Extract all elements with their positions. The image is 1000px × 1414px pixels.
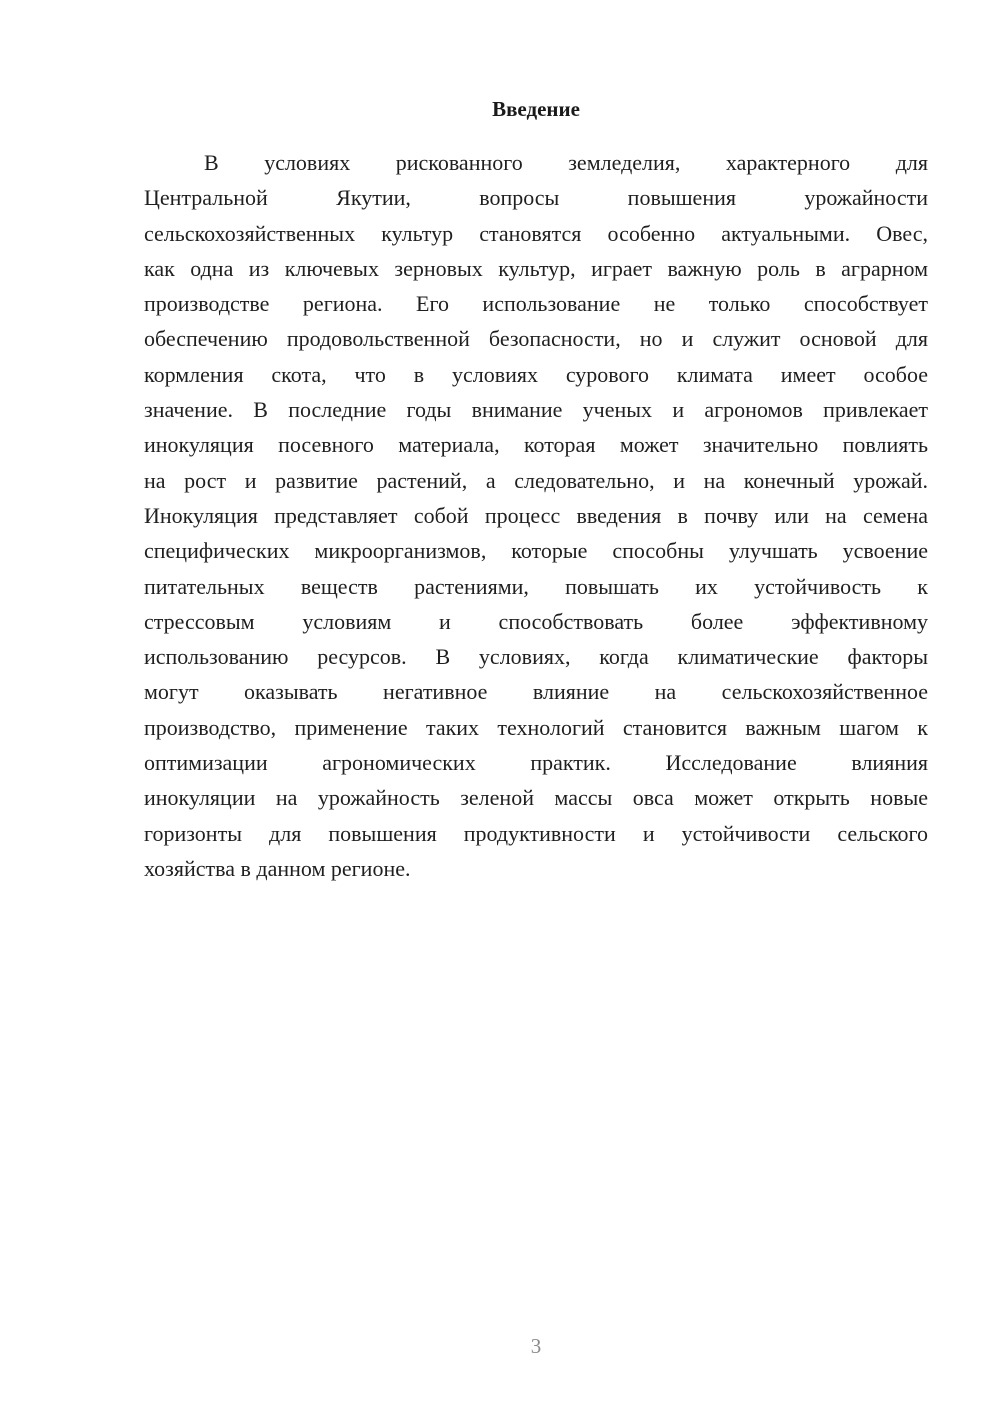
text-line: обеспечению продовольственной безопасности, но и служит основой для bbox=[144, 326, 928, 352]
text-line: питательных веществ растениями, повышать их устойчивость к bbox=[144, 573, 928, 599]
page-number: 3 bbox=[530, 1334, 542, 1358]
body-paragraph bbox=[144, 145, 928, 886]
text-line: значение. В последние годы внимание ученых и агрономов привлекает bbox=[144, 397, 928, 423]
text-line: инокуляции на урожайность зеленой массы овса может открыть новые bbox=[144, 785, 928, 811]
section-heading: Введение bbox=[492, 97, 580, 121]
text-line: производстве региона. Его использование не только способствует bbox=[144, 291, 928, 317]
text-line: Инокуляция представляет собой процесс введения в почву или на семена bbox=[144, 502, 928, 528]
text-line: могут оказывать негативное влияние на сельскохозяйственное bbox=[144, 679, 928, 705]
text-line: стрессовым условиям и способствовать более эффективному bbox=[144, 608, 928, 634]
text-line: Центральной Якутии, вопросы повышения урожайности bbox=[144, 185, 928, 211]
text-line: оптимизации агрономических практик. Исследование влияния bbox=[144, 750, 928, 776]
text-line: производство, применение таких технологий становится важным шагом к bbox=[144, 714, 928, 740]
text-line: кормления скота, что в условиях сурового климата имеет особое bbox=[144, 361, 928, 387]
text-line: хозяйства в данном регионе. bbox=[144, 855, 411, 881]
text-line: сельскохозяйственных культур становятся особенно актуальными. Овес, bbox=[144, 220, 928, 246]
text-line: инокуляция посевного материала, которая может значительно повлиять bbox=[144, 432, 928, 458]
text-line: использованию ресурсов. В условиях, когда климатические факторы bbox=[144, 644, 928, 670]
text-line: В условиях рискованного земледелия, характерного для bbox=[204, 150, 928, 175]
text-line: горизонты для повышения продуктивности и устойчивости сельского bbox=[144, 820, 928, 846]
text-line: на рост и развитие растений, а следовательно, и на конечный урожай. bbox=[144, 467, 928, 493]
text-line: как одна из ключевых зерновых культур, играет важную роль в аграрном bbox=[144, 255, 928, 281]
text-line: специфических микроорганизмов, которые способны улучшать усвоение bbox=[144, 538, 928, 564]
